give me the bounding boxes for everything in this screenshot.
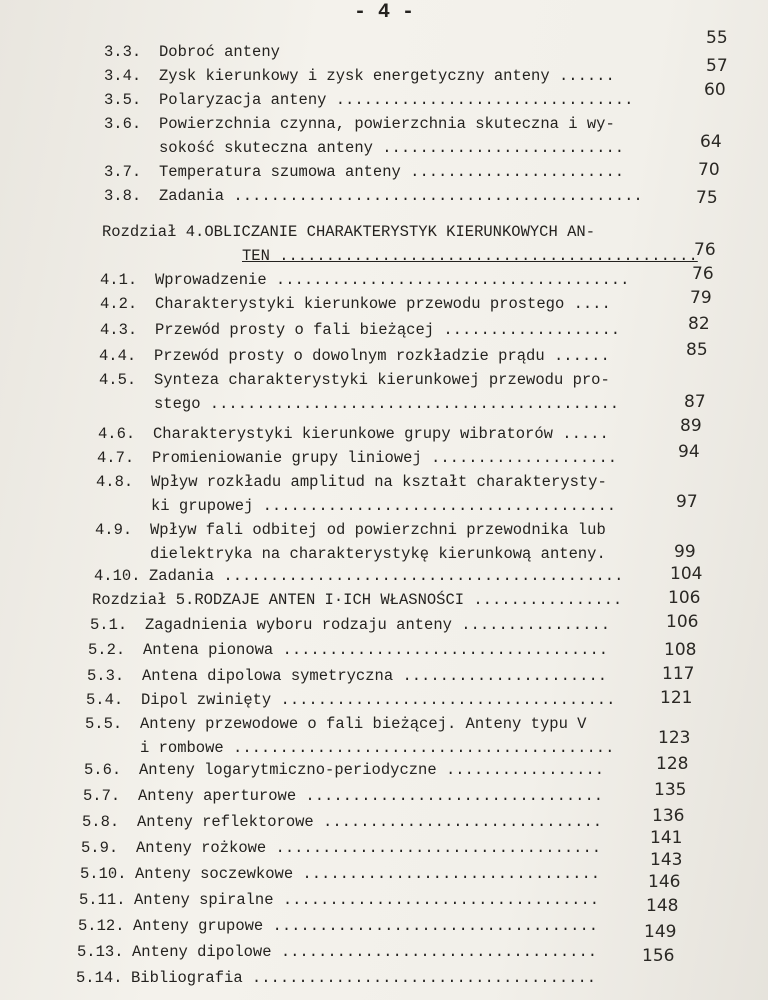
toc-entry-line (100, 318, 620, 342)
toc-entry (104, 112, 624, 160)
toc-entry-line (86, 688, 615, 712)
toc-page-number: 146 (648, 872, 681, 892)
toc-entry-number: 4.4. (99, 347, 137, 365)
toc-entry-line (77, 940, 597, 964)
toc-entry (83, 784, 603, 808)
toc-entry (78, 914, 598, 938)
toc-entry (86, 688, 615, 712)
toc-entry-number: 5.8. (82, 813, 120, 831)
toc-entry-title: Wpływ fali odbitej od powierzchni przewodnika lub (150, 521, 606, 539)
toc-page-number: 89 (680, 416, 702, 436)
toc-page-number: 87 (684, 392, 706, 412)
toc-entry-title: sokość skuteczna anteny .......................... (159, 139, 625, 157)
toc-entry-number: 5.14. (76, 969, 123, 987)
toc-entry-title: Charakterystyki kierunkowe grupy wibratorów ..... (153, 425, 609, 443)
toc-entry-title: Przewód prosty o fali bieżącej ................... (155, 321, 621, 339)
toc-entry (102, 220, 698, 268)
toc-entry-number: 4.10. (94, 567, 141, 585)
toc-entry-line (99, 368, 619, 392)
toc-entry-title: dielektryka na charakterystykę kierunkową anteny. (150, 545, 606, 563)
toc-entry-line (104, 184, 643, 208)
toc-entry-number: 5.4. (86, 691, 124, 709)
toc-entry-line (104, 88, 633, 112)
toc-entry-title: Charakterystyki kierunkowe przewodu prostego .... (155, 295, 611, 313)
toc-page-number: 70 (698, 160, 720, 180)
toc-entry (99, 344, 610, 368)
toc-entry-title: Promieniowanie grupy liniowej .................... (152, 449, 618, 467)
toc-entry-title: TEN ............................................. (242, 247, 698, 265)
toc-entry-number: 4.6. (98, 425, 136, 443)
toc-entry-title: Przewód prosty o dowolnym rozkładzie prądu ...... (154, 347, 610, 365)
toc-entry-line (104, 160, 624, 184)
toc-page-number: 82 (688, 314, 710, 334)
toc-entry-line (82, 810, 602, 834)
toc-entry-line (92, 588, 622, 612)
toc-entry (96, 470, 616, 518)
toc-entry-line (90, 613, 610, 637)
toc-entry-number: 5.13. (77, 943, 124, 961)
toc-entry-line (104, 136, 624, 160)
toc-entry-line (96, 470, 616, 494)
toc-entry-line (95, 518, 606, 542)
toc-page-number: 136 (652, 806, 685, 826)
toc-page-number: 141 (650, 828, 683, 848)
toc-entry (87, 664, 607, 688)
toc-entry (90, 613, 610, 637)
toc-entry-title: Zagadnienia wyboru rodzaju anteny ................ (145, 616, 611, 634)
toc-entry-line (99, 344, 610, 368)
toc-entry (88, 638, 608, 662)
toc-entry-number: 5.11. (79, 891, 126, 909)
toc-entry-number: 4.5. (99, 371, 137, 389)
toc-entry (97, 446, 617, 470)
toc-page-number: 106 (666, 612, 699, 632)
toc-page-number: 128 (656, 754, 689, 774)
toc-entry (100, 268, 629, 292)
toc-page-number: 108 (664, 640, 697, 660)
toc-page-number: 57 (706, 56, 728, 76)
toc-entry-number: 4.2. (100, 295, 138, 313)
toc-entry-title: Wpływ rozkładu amplitud na kształt charakterysty- (151, 473, 607, 491)
toc-entry (80, 862, 600, 886)
toc-page-number: 94 (678, 442, 700, 462)
toc-entry-title: Anteny soczewkowe ................................ (135, 865, 601, 883)
toc-entry-title: Anteny reflektorowe .............................. (137, 813, 603, 831)
toc-entry-line (83, 784, 603, 808)
page-number: - 4 - (353, 1, 414, 24)
toc-entry-title: Zadania ........................................... (149, 567, 624, 585)
toc-entry-line (84, 758, 604, 782)
toc-entry-title: Dobroć anteny (159, 43, 280, 61)
table-of-contents (0, 28, 768, 1000)
toc-entry (95, 518, 606, 566)
toc-entry-line (85, 736, 614, 760)
toc-entry-title: Bibliografia ..................................... (131, 969, 597, 987)
toc-entry-line (79, 888, 599, 912)
toc-entry-line (94, 564, 623, 588)
toc-entry-title: OBLICZANIE CHARAKTERYSTYK KIERUNKOWYCH AN- (204, 223, 595, 241)
toc-page-number: 85 (686, 340, 708, 360)
toc-entry-title: Anteny aperturowe ................................ (138, 787, 604, 805)
toc-entry-title: Zadania ............................................ (159, 187, 643, 205)
toc-entry (98, 422, 609, 446)
toc-page-number: 156 (642, 946, 675, 966)
toc-page-number: 76 (694, 240, 716, 260)
toc-entry (81, 836, 601, 860)
toc-page-number: 135 (654, 780, 687, 800)
toc-entry-title: Zysk kierunkowy i zysk energetyczny anteny ...... (159, 67, 615, 85)
toc-entry-title: Synteza charakterystyki kierunkowej przewodu pro- (154, 371, 610, 389)
toc-entry-number: 3.6. (104, 115, 142, 133)
toc-entry-line (87, 664, 607, 688)
toc-page-number: 79 (690, 288, 712, 308)
toc-entry-line (85, 712, 614, 736)
toc-page-number: 97 (676, 492, 698, 512)
toc-entry-line (76, 966, 596, 990)
toc-entry (79, 888, 599, 912)
toc-entry-number: 5.9. (81, 839, 119, 857)
toc-entry-number: 3.5. (104, 91, 142, 109)
toc-entry (85, 712, 614, 760)
toc-entry-line (81, 836, 601, 860)
toc-entry-title: Wprowadzenie ...................................... (155, 271, 630, 289)
toc-page-number: 123 (658, 728, 691, 748)
toc-entry-title: Anteny grupowe ................................... (133, 917, 599, 935)
toc-entry-line (96, 494, 616, 518)
toc-entry-line (104, 112, 624, 136)
toc-entry-line (104, 40, 280, 64)
toc-entry (104, 88, 633, 112)
toc-entry-number: 5.7. (83, 787, 121, 805)
toc-entry-number: 4.3. (100, 321, 138, 339)
toc-entry-number: 5.5. (85, 715, 123, 733)
toc-entry-line (98, 422, 609, 446)
toc-entry-number: 4.1. (100, 271, 138, 289)
toc-entry-number: 3.3. (104, 43, 142, 61)
toc-entry (104, 160, 624, 184)
toc-entry-number: 5.12. (78, 917, 125, 935)
toc-entry (82, 810, 602, 834)
toc-entry-number: 3.8. (104, 187, 142, 205)
toc-entry-line (102, 220, 698, 244)
toc-entry (104, 64, 615, 88)
toc-page-number: 64 (700, 132, 722, 152)
toc-entry (76, 966, 596, 990)
toc-entry-title: Anteny przewodowe o fali bieżącej. Anteny typu V (140, 715, 587, 733)
toc-page-number: 75 (696, 188, 718, 208)
toc-entry-number: 4.8. (96, 473, 134, 491)
toc-entry-line (78, 914, 598, 938)
toc-page-number: 148 (646, 896, 679, 916)
toc-entry-title: Antena pionowa ................................... (143, 641, 609, 659)
toc-entry-line (97, 446, 617, 470)
toc-entry-number: 3.7. (104, 163, 142, 181)
toc-page-number: 99 (674, 542, 696, 562)
toc-entry-title: ki grupowej ...................................... (151, 497, 617, 515)
toc-entry-line (95, 542, 606, 566)
toc-entry-line (99, 392, 619, 416)
toc-entry-title: Anteny dipolowe .................................. (132, 943, 598, 961)
toc-entry-number: 3.4. (104, 67, 142, 85)
toc-page-number: 106 (668, 588, 701, 608)
toc-entry-number: 5.3. (87, 667, 125, 685)
toc-entry-line (88, 638, 608, 662)
toc-entry-line (80, 862, 600, 886)
toc-page-number: 121 (660, 688, 693, 708)
toc-entry-number: Rozdział 4. (102, 223, 205, 241)
toc-page-number: 117 (662, 664, 695, 684)
toc-entry-line (100, 292, 611, 316)
toc-entry-title: stego ............................................ (154, 395, 620, 413)
toc-entry (92, 588, 622, 612)
toc-entry-line (100, 268, 629, 292)
toc-entry-number: 5.1. (90, 616, 128, 634)
toc-entry (100, 318, 620, 342)
toc-entry-number: 5.2. (88, 641, 126, 659)
toc-page-number: 55 (706, 28, 728, 48)
toc-page-number: 143 (650, 850, 683, 870)
toc-entry-number: 5.10. (80, 865, 127, 883)
toc-entry (99, 368, 619, 416)
toc-page-number: 104 (670, 564, 703, 584)
toc-entry-number: 4.9. (95, 521, 133, 539)
toc-entry-title: Antena dipolowa symetryczna ...................... (142, 667, 608, 685)
toc-entry-title: Anteny spiralne .................................. (134, 891, 600, 909)
toc-entry-line (104, 64, 615, 88)
toc-entry (104, 184, 643, 208)
toc-entry-title: Anteny rożkowe ................................... (136, 839, 602, 857)
toc-entry-title: Polaryzacja anteny ................................ (159, 91, 634, 109)
toc-entry (100, 292, 611, 316)
toc-entry-number: 4.7. (97, 449, 135, 467)
toc-entry-number: 5.6. (84, 761, 122, 779)
toc-entry-number: Rozdział 5. (92, 591, 195, 609)
toc-entry-title: i rombowe ......................................... (140, 739, 615, 757)
toc-entry-title: Powierzchnia czynna, powierzchnia skuteczna i wy- (159, 115, 615, 133)
toc-entry (84, 758, 604, 782)
toc-entry-title: Anteny logarytmiczno-periodyczne ................. (139, 761, 605, 779)
toc-page-number: 76 (692, 264, 714, 284)
toc-entry-title: RODZAJE ANTEN I·ICH WŁASNOŚCI ................ (194, 591, 623, 609)
toc-page-number: 149 (644, 922, 677, 942)
toc-entry (77, 940, 597, 964)
toc-entry-title: Temperatura szumowa anteny ....................... (159, 163, 625, 181)
toc-page-number: 60 (704, 80, 726, 100)
toc-entry-title: Dipol zwinięty .................................... (141, 691, 616, 709)
toc-entry-line (102, 244, 698, 268)
toc-entry (94, 564, 623, 588)
